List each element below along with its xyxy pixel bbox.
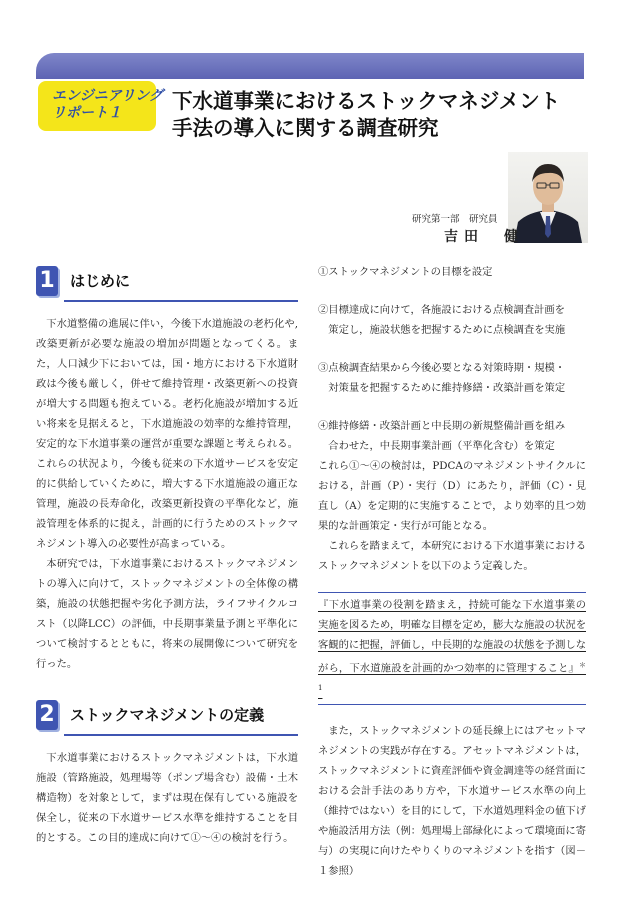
list-item-text: ②目標達成に向けて，各施設における点検調査計画を [318, 304, 565, 316]
list-item-text: 策定し，施設状態を把握するために点検調査を実施 [328, 324, 566, 336]
definition-quote [318, 592, 586, 705]
paragraph: 本研究では，下水道事業におけるストックマネジメントの導入に向けて，ストックマネジメントの全体像の構築，施設の状態把握や劣化予測方法，ライフサイクルコスト（以降LCC）の評価，中長期事業量予測と平準化について検討するとともに，将来の展開像について研究を行った。 [36, 558, 298, 670]
title-line1: 下水道事業におけるストックマネジメント [172, 89, 561, 113]
section-rule-1 [64, 300, 298, 302]
list-item [318, 416, 586, 456]
footnote-marker: ＊1 [318, 661, 586, 693]
header-banner [36, 53, 584, 79]
list-item-text: 対策量を把握するために維持修繕・改築計画を策定 [328, 382, 566, 394]
paragraph: これらを踏まえて，本研究における下水道事業におけるストックマネジメントを以下のよう定義した。 [318, 540, 586, 572]
list-item-text: 合わせた，中長期事業計画（平準化含む）を策定 [328, 440, 555, 452]
paragraph: 下水道整備の進展に伴い，今後下水道施設の老朽化や,改築更新が必要な施設の増加が問題となってくる。また，人口減少下においては，国・地方における下水道財政は今後も厳しく，併せて維持管理・改築更新への投資が増大する問題も抱えている。老朽化施設が増加する近い将来を見据えると，下水道施設の効率的な維持管理，安定的な下水道事業の運営が重要な課題と考えられる。これらの状況より，今後も従来の下水道サービスを安定的に供給していくために，増大する下水道施設の適正な管理，施設の長寿命化，改築更新投資の平準化など，施設管理を体系的に捉え，計画的に行うためのストックマネジメント導入の必要性が高まっている。 [36, 318, 298, 550]
quote-text: 『下水道事業の役割を踏まえ，持続可能な下水道事業の実施を図るため，明確な目標を定め，膨大な施設の状況を客観的に把握，評価し，中長期的な施設の状態を予測しながら，下水道施設を計画的かつ効率的に管理すること』 [318, 599, 586, 675]
section-number-2: 2 [36, 700, 58, 730]
section-number-1: 1 [36, 266, 58, 296]
author-name: 吉田 健 [444, 229, 524, 245]
badge-line2: リポート１ [52, 105, 122, 121]
paragraph: また，ストックマネジメントの延長線上にはアセットマネジメントの実践が存在する。アセットマネジメントは，ストックマネジメントに資産評価や資金調達等の経営面における会計手法のあり方や，下水道サービス水準の向上（維持ではない）を目的にして，下水道処理料金の値下げや施設活用方法（例：処理場上部緑化によって環境面に寄与）の実現に向けたやりくりのマネジメントを指す（図－１参照） [318, 724, 586, 877]
section-title-2: ストックマネジメントの定義 [70, 706, 265, 724]
page-title [172, 88, 560, 142]
list-item-text: ①ストックマネジメントの目標を設定 [318, 266, 493, 278]
section-heading-2 [36, 696, 298, 736]
badge-line1: エンジニアリング [52, 88, 163, 104]
section-title-1: はじめに [70, 272, 131, 290]
author-department: 研究第一部 研究員 [412, 214, 498, 225]
title-line2: 手法の導入に関する調査研究 [172, 116, 439, 140]
right-column [318, 262, 586, 881]
paragraph: これら①～④の検討は，PDCAのマネジメントサイクルにおける，計画（P）・実行（D）にあたり，評価（C）・見直し（A）を定期的に実施することで，より効率的且つ効果的な計画策定・実行が可能となる。 [318, 460, 586, 532]
list-item [318, 300, 586, 340]
report-badge [38, 81, 163, 131]
paragraph: 下水道事業におけるストックマネジメントは，下水道施設（管路施設，処理場等（ポンプ場含む）設備・土木構造物）を対象として，まずは現在保有している施設を保全し，従来の下水道サービス水準を維持することを目的とする。この目的達成に向けて①～④の検討を行う。 [36, 752, 298, 844]
section-rule-2 [64, 734, 298, 736]
list-item-text: ④維持修繕・改築計画と中長期の新規整備計画を組み [318, 420, 566, 432]
list-item-text: ③点検調査結果から今後必要となる対策時期・規模・ [318, 362, 566, 374]
list-item [318, 358, 586, 398]
list-item [318, 262, 586, 282]
section-heading-1 [36, 262, 298, 302]
left-column [36, 262, 298, 848]
